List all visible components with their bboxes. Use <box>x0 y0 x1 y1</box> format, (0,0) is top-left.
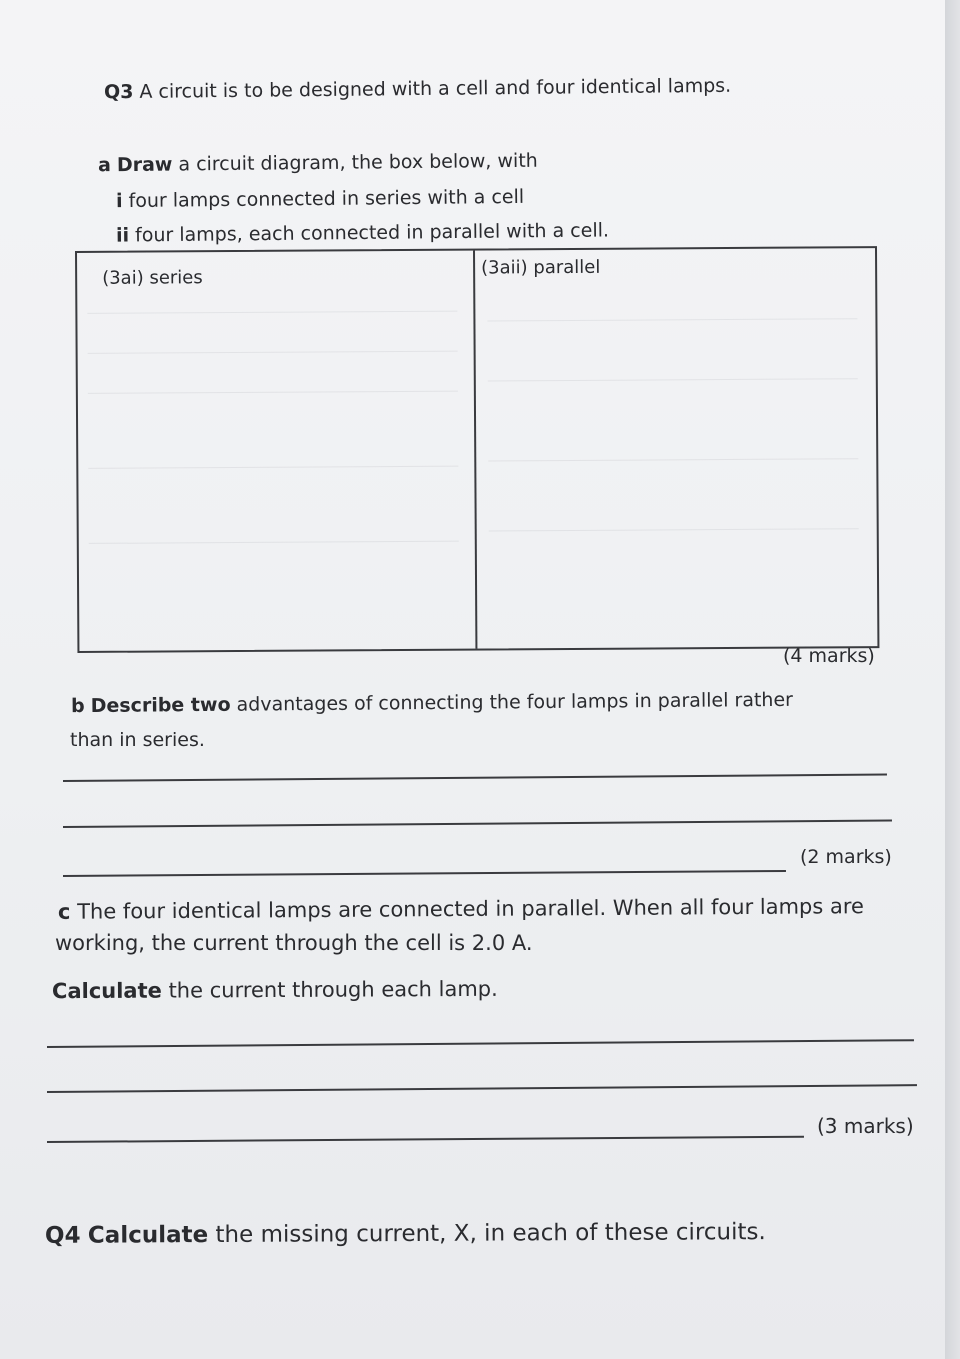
show-through-line <box>88 391 458 394</box>
q4-number: Q4 <box>44 1222 81 1249</box>
box-divider <box>473 251 477 649</box>
show-through-line <box>88 351 458 354</box>
show-through-line <box>487 318 857 321</box>
q3c-answer-line-1[interactable] <box>47 1039 914 1048</box>
q3b-answer-line-1[interactable] <box>63 774 887 782</box>
q3c-instruction-text: the current through each lamp. <box>168 976 498 1003</box>
show-through-line <box>88 466 458 469</box>
q3c-text-line1: The four identical lamps are connected in parallel. When all four lamps are <box>77 894 864 924</box>
q3b-letter: b <box>70 695 85 718</box>
q3a-ii-label: ii <box>115 224 130 247</box>
q3-intro-text: A circuit is to be designed with a cell and four identical lamps. <box>139 74 732 103</box>
show-through-line <box>87 311 457 314</box>
q3c-text-line2: working, the current through the cell is 2.0 A. <box>55 931 533 955</box>
q3a-i-text: four lamps connected in series with a cell <box>128 185 525 213</box>
q3b-marks: (2 marks) <box>800 846 892 868</box>
q3-intro <box>104 75 731 104</box>
series-box-label: (3ai) series <box>102 267 203 289</box>
q4-text: the missing current, X, in each of these circuits. <box>215 1219 766 1248</box>
q4-prompt <box>45 1218 766 1250</box>
parallel-box-label: (3aii) parallel <box>481 256 601 279</box>
show-through-line <box>488 458 858 461</box>
q3a-ii <box>116 219 609 246</box>
show-through-line <box>489 528 859 531</box>
q3c-command: Calculate <box>51 978 162 1004</box>
q3c-marks: (3 marks) <box>817 1114 914 1138</box>
q3a-i <box>116 186 524 212</box>
circuit-drawing-box[interactable] <box>75 246 879 653</box>
q3a-prompt <box>98 150 538 177</box>
q3c-prompt-line1 <box>58 893 864 925</box>
q3a-i-label: i <box>115 190 123 213</box>
q3c-letter: c <box>57 899 71 924</box>
q3-number: Q3 <box>103 80 134 104</box>
show-through-line <box>89 541 459 544</box>
q3a-ii-text: four lamps, each connected in parallel with a cell. <box>134 219 610 247</box>
q3b-text-line1: advantages of connecting the four lamps in parallel rather <box>236 688 794 716</box>
q3b-answer-line-2[interactable] <box>63 819 892 828</box>
q3c-answer-line-3[interactable] <box>47 1136 804 1143</box>
q3a-text: a circuit diagram, the box below, with <box>178 149 538 176</box>
show-through-line <box>488 378 858 381</box>
q4-command: Calculate <box>87 1222 209 1249</box>
q3c-instruction <box>52 976 498 1004</box>
page-edge-shadow <box>945 0 960 1359</box>
q3a-letter: a <box>97 154 111 177</box>
q3a-marks: (4 marks) <box>783 645 875 667</box>
q3b-text-line2: than in series. <box>70 729 205 751</box>
q3c-answer-line-2[interactable] <box>47 1084 917 1093</box>
q3a-command: Draw <box>116 153 173 177</box>
q3b-prompt-line1 <box>71 689 793 717</box>
q3b-answer-line-3[interactable] <box>63 870 786 877</box>
q3b-command: Describe two <box>90 693 231 717</box>
